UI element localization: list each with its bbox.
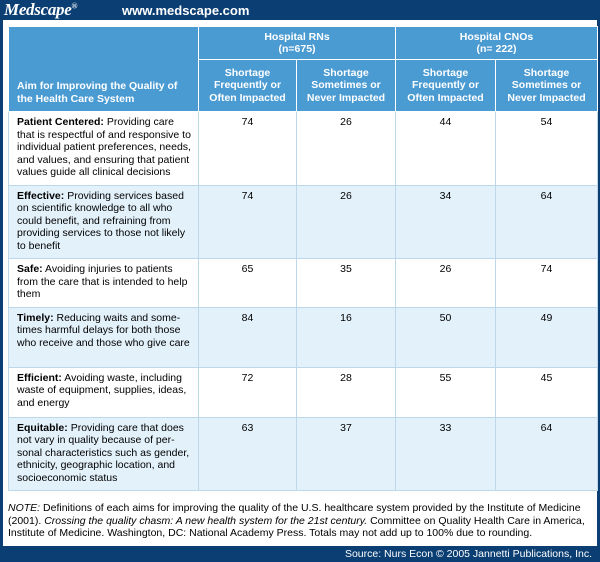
aim-description: [9, 417, 199, 491]
site-url-link[interactable]: www.medscape.com: [122, 2, 250, 18]
aim-description: [9, 307, 199, 367]
content-frame: [0, 20, 600, 546]
aim-text: Reducing waits and some-times harmful delays for both those who receive and those who give care: [17, 311, 190, 349]
aim-term: Timely:: [17, 311, 54, 324]
note-label: NOTE:: [8, 502, 41, 514]
value-cell: 64: [496, 185, 598, 259]
value-cell: 44: [396, 112, 496, 186]
medscape-logo[interactable]: [0, 0, 120, 20]
group-title-rns: Hospital RNs: [264, 30, 330, 43]
source-bar: [0, 546, 600, 562]
table-row: [9, 185, 598, 259]
value-cell: 74: [199, 185, 297, 259]
value-cell: 37: [297, 417, 396, 491]
aim-term: Patient Centered:: [17, 116, 104, 128]
value-cell: 74: [199, 112, 297, 186]
subheader-rn-sometimes: Shortage Sometimes or Never Impacted: [297, 60, 396, 112]
value-cell: 63: [199, 417, 297, 491]
value-cell: 72: [199, 367, 297, 417]
note-source-title: Crossing the quality chasm: A new health system for the 21st century.: [44, 514, 368, 527]
table-row: [9, 112, 598, 186]
value-cell: 16: [297, 307, 396, 367]
subheader-rn-frequently: Shortage Frequently or Often Impacted: [199, 60, 297, 112]
value-cell: 84: [199, 307, 297, 367]
aim-term: Equitable:: [17, 421, 68, 434]
aim-description: [9, 259, 199, 308]
value-cell: 34: [396, 185, 496, 259]
value-cell: 55: [396, 367, 496, 417]
value-cell: 64: [496, 417, 598, 491]
value-cell: 45: [496, 367, 598, 417]
aim-term: Efficient:: [17, 371, 62, 384]
aim-text: Providing care that is respectful of and responsive to individual patient preferences, needs, and values, and ensuring that patient values guide all clinical decisions: [17, 116, 191, 178]
subheader-cno-frequently: Shortage Frequently or Often Impacted: [396, 60, 496, 112]
registered-mark: ®: [71, 1, 78, 11]
quality-aims-table: [8, 26, 598, 491]
value-cell: 49: [496, 307, 598, 367]
aim-text: Providing care that does not vary in quality because of per-sonal characteristics such as gender, ethnicity, geographic location, and socioeconomic status: [17, 421, 190, 484]
table-row: [9, 417, 598, 491]
aim-term: Safe:: [17, 263, 43, 275]
aim-description: [9, 367, 199, 417]
aim-description: [9, 112, 199, 186]
logo-text: Medscape: [4, 0, 72, 19]
aim-text: Avoiding injuries to patients from the care that is intended to help them: [17, 263, 188, 300]
table-row: [9, 367, 598, 417]
group-title-cnos: Hospital CNOs: [459, 30, 534, 43]
value-cell: 35: [297, 259, 396, 308]
aim-term: Effective:: [17, 189, 65, 202]
group-header-rns: [199, 27, 396, 60]
group-header-cnos: [396, 27, 598, 60]
value-cell: 26: [396, 259, 496, 308]
note-text-2: Committee on Quality Health Care in America, Institute of Medicine. Washington, DC: National Academy Press. Totals may not add up to 100% due to rounding.: [8, 514, 585, 539]
value-cell: 33: [396, 417, 496, 491]
group-subtitle-rns: (n=675): [278, 43, 316, 55]
subheader-cno-sometimes: Shortage Sometimes or Never Impacted: [496, 60, 598, 112]
source-credit: Source: Nurs Econ © 2005 Jannetti Publications, Inc.: [344, 548, 592, 560]
value-cell: 26: [297, 185, 396, 259]
value-cell: 26: [297, 112, 396, 186]
value-cell: 74: [496, 259, 598, 308]
group-header-row: [9, 27, 598, 60]
table-note: [8, 502, 598, 540]
aim-description: [9, 185, 199, 259]
header-bar: [0, 0, 600, 20]
value-cell: 50: [396, 307, 496, 367]
value-cell: 65: [199, 259, 297, 308]
table-row: [9, 259, 598, 308]
group-subtitle-cnos: (n= 222): [476, 43, 517, 55]
table-row: [9, 307, 598, 367]
value-cell: 28: [297, 367, 396, 417]
aim-text: Avoiding waste, including waste of equipment, supplies, ideas, and energy: [17, 371, 187, 409]
aim-text: Providing services based on scientific knowledge to all who could benefit, and refraining from providing services to those not likely to benefit: [17, 189, 186, 252]
aim-column-header: Aim for Improving the Quality of the Health Care System: [9, 27, 199, 112]
note-text-1: Definitions of each aims for improving the quality of the U.S. healthcare system provided by the Institute of Medicine (2001).: [8, 502, 581, 527]
value-cell: 54: [496, 112, 598, 186]
